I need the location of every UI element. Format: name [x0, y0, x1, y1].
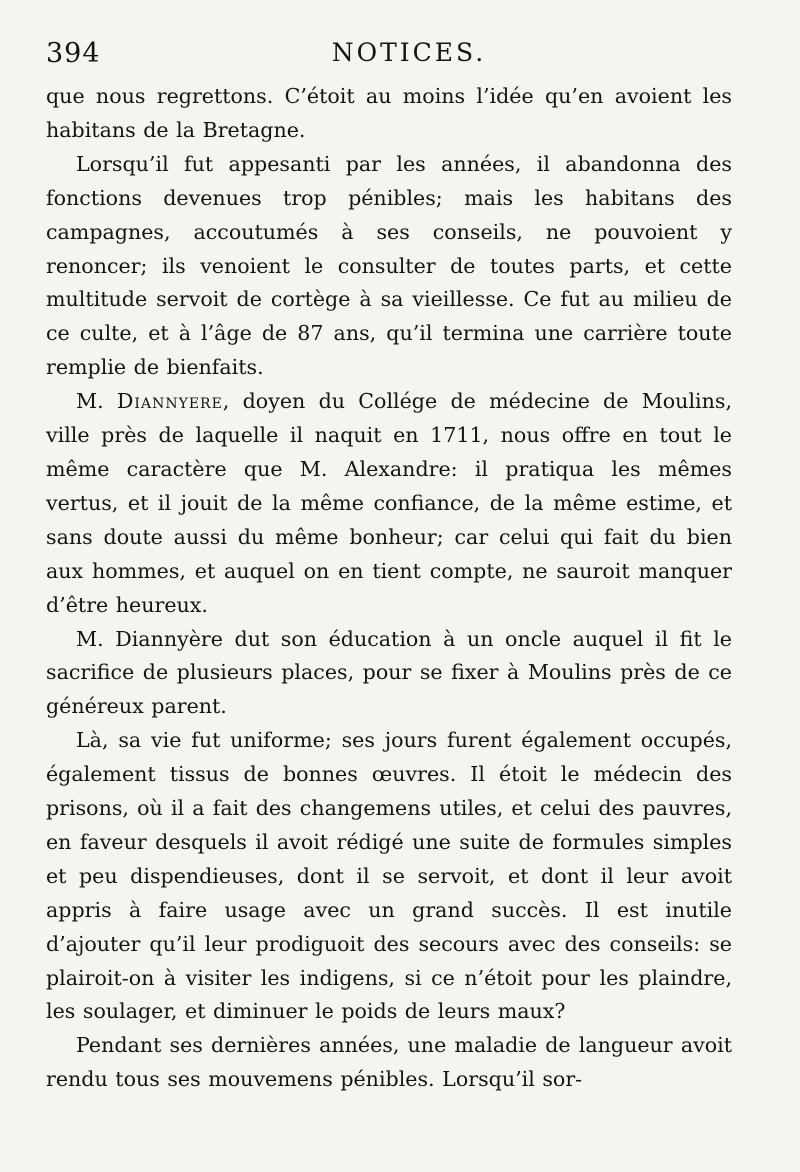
page-header — [46, 34, 732, 80]
running-title: NOTICES. — [331, 38, 487, 67]
paragraph-6: Pendant ses dernières années, une maladie de langueur avoit rendu tous ses mouvemens pénibles. Lorsqu’il sor- — [46, 1033, 732, 1092]
paragraph-5: Là, sa vie fut uniforme; ses jours furent également occupés, également tissus de bonnes œuvres. Il étoit le médecin des prisons, où il a fait des changemens utiles, et celui des pauvres, en faveur desquels il avoit rédigé une suite de formules simples et peu dispendieuses, dont il se servoit, et dont il leur avoit appris à faire usage avec un grand succès. Il est inutile d’ajouter qu’il leur prodiguoit des secours avec des conseils: se plairoit-on à visiter les indigens, si ce n’étoit pour les plaindre, les soulager, et diminuer le poids de leurs maux? — [46, 728, 732, 1024]
paragraph-1: que nous regrettons. C’étoit au moins l’idée qu’en avoient les habitans de la Bretagne. — [46, 84, 732, 142]
paragraph-4: M. Diannyère dut son éducation à un oncle auquel il fit le sacrifice de plusieurs places, pour se fixer à Moulins près de ce généreux parent. — [46, 626, 732, 719]
paragraph-2: Lorsqu’il fut appesanti par les années, il abandonna des fonctions devenues trop pénibles; mais les habitans des campagnes, accoutumés à ses conseils, ne pouvoient y renoncer; ils venoient le consulter de toutes parts, et cette multitude servoit de cortège à sa vieillesse. Ce fut au milieu de ce culte, et à l’âge de 87 ans, qu’il termina une carrière toute remplie de bienfaits. — [46, 151, 732, 380]
person-name: Diannyere — [116, 389, 223, 414]
paragraph-3-text: , doyen du Collége de médecine de Moulins, ville près de laquelle il naquit en 1711, nous offre en tout le même caractère que M. Alexandre: il pratiqua les mêmes vertus, et il jouit de la même confiance, de la même estime, et sans doute aussi du même bonheur; car celui qui fait du bien aux hommes, et auquel on en tient compte, ne sauroit manquer d’être heureux. — [46, 389, 732, 617]
paragraph-3 — [46, 385, 732, 622]
page-number: 394 — [46, 38, 101, 69]
paragraph-3-prefix: M. — [76, 389, 117, 414]
body-text — [46, 80, 732, 1097]
